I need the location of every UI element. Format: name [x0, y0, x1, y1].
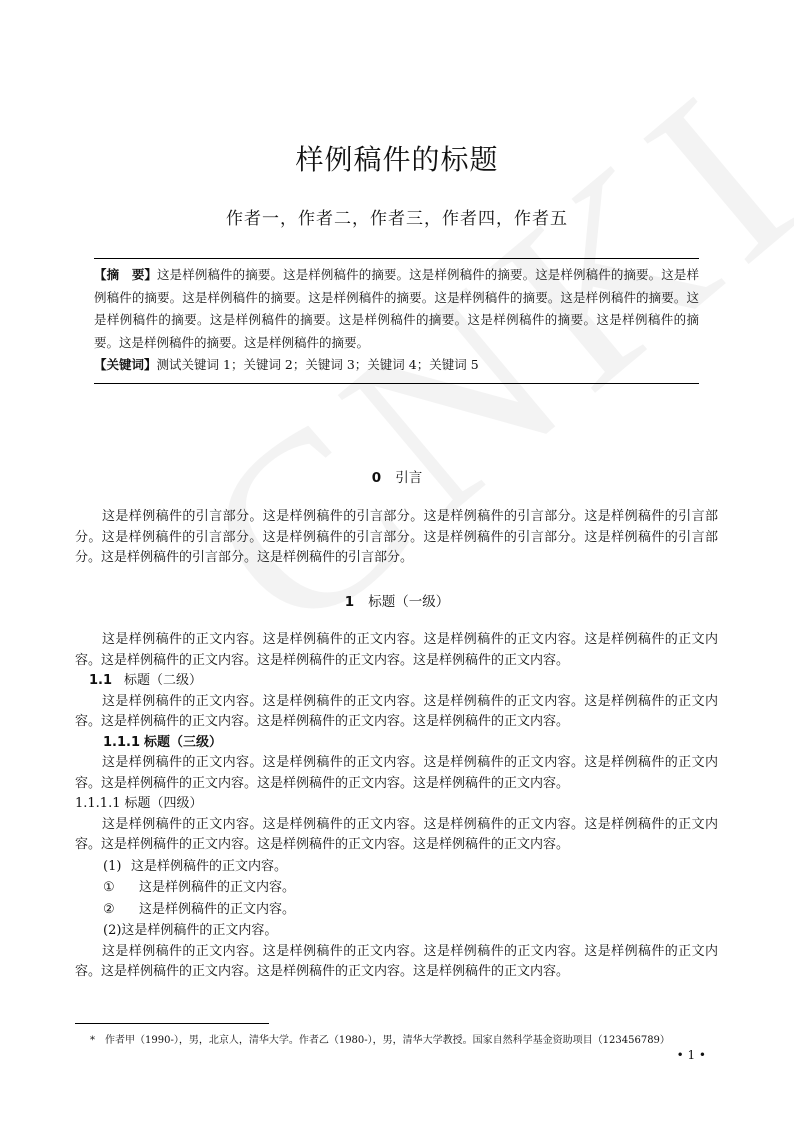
list-marker: (1) [103, 858, 122, 874]
heading-title: 标题（二级） [124, 673, 203, 688]
list-text: 这是样例稿件的正文内容。 [131, 858, 288, 874]
heading-level-3 [75, 733, 718, 754]
abstract-text: 这是样例稿件的摘要。这是样例稿件的摘要。这是样例稿件的摘要。这是样例稿件的摘要。这是样例稿件的摘要。这是样例稿件的摘要。这是样例稿件的摘要。这是样例稿件的摘要。这是样例稿件的摘要。这是样例稿件的摘要。这是样例稿件的摘要。这是样例稿件的摘要。这是样例稿件的摘要。这是样例稿件的摘要。这是样例稿件的摘要。这是样例稿件的摘要。 [94, 267, 699, 350]
page-number: • 1 • [676, 1048, 706, 1062]
list-marker: ② [103, 901, 115, 917]
keywords-text: 测试关键词 1；关键词 2；关键词 3；关键词 4；关键词 5 [156, 357, 479, 372]
heading-number: 0 [371, 470, 382, 486]
heading-number: 1.1.1.1 [75, 796, 121, 811]
body-paragraph: 这是样例稿件的正文内容。这是样例稿件的正文内容。这是样例稿件的正文内容。这是样例稿件的正文内容。这是样例稿件的正文内容。这是样例稿件的正文内容。这是样例稿件的正文内容。 [75, 816, 718, 852]
keywords-paragraph [94, 354, 699, 377]
keywords-label: 【关键词】 [94, 357, 157, 372]
list-item [75, 877, 718, 899]
heading-title: 引言 [395, 470, 423, 486]
heading-number: 1.1 [89, 673, 113, 688]
list-marker: (2) [103, 923, 122, 938]
heading-title: 标题（四级） [124, 796, 203, 811]
paper-title: 样例稿件的标题 [295, 143, 499, 176]
footnote-mark: * [90, 1035, 95, 1046]
list-text: 这是样例稿件的正文内容。 [139, 880, 296, 895]
heading-level-2 [75, 671, 718, 692]
heading-number: 1 [344, 594, 355, 610]
footnote-text: 作者甲（1990-），男，北京人，清华大学。作者乙（1980-），男，清华大学教授。国家自然科学基金资助项目（123456789） [105, 1035, 670, 1046]
list-text: 这是样例稿件的正文内容。 [139, 901, 296, 917]
list-marker: ① [103, 880, 115, 895]
abstract-box [94, 258, 699, 384]
body-paragraph: 这是样例稿件的正文内容。这是样例稿件的正文内容。这是样例稿件的正文内容。这是样例稿件的正文内容。这是样例稿件的正文内容。这是样例稿件的正文内容。这是样例稿件的正文内容。 [75, 693, 718, 729]
heading-title: 标题（三级） [144, 734, 223, 750]
heading-level-4 [75, 794, 718, 815]
list-text: 这是样例稿件的正文内容。 [121, 923, 278, 938]
list-item [75, 899, 718, 921]
footnote-rule [75, 1023, 269, 1024]
author-list: 作者一，作者二，作者三，作者四，作者五 [226, 209, 568, 229]
list-item [75, 920, 718, 942]
body-paragraph: 这是样例稿件的正文内容。这是样例稿件的正文内容。这是样例稿件的正文内容。这是样例稿件的正文内容。这是样例稿件的正文内容。这是样例稿件的正文内容。这是样例稿件的正文内容。 [75, 943, 718, 979]
abstract-label: 【摘 要】 [94, 267, 158, 282]
intro-body [75, 507, 718, 569]
heading-number: 1.1.1 [103, 734, 141, 750]
body-paragraph: 这是样例稿件的正文内容。这是样例稿件的正文内容。这是样例稿件的正文内容。这是样例稿件的正文内容。这是样例稿件的正文内容。这是样例稿件的正文内容。这是样例稿件的正文内容。 [75, 755, 718, 791]
body-paragraph: 这是样例稿件的正文内容。这是样例稿件的正文内容。这是样例稿件的正文内容。这是样例稿件的正文内容。这是样例稿件的正文内容。这是样例稿件的正文内容。这是样例稿件的正文内容。 [75, 632, 718, 668]
heading-title: 标题（一级） [368, 594, 450, 610]
heading-section-1 [0, 590, 794, 610]
abstract-paragraph [94, 264, 699, 354]
intro-paragraph: 这是样例稿件的引言部分。这是样例稿件的引言部分。这是样例稿件的引言部分。这是样例稿件的引言部分。这是样例稿件的引言部分。这是样例稿件的引言部分。这是样例稿件的引言部分。这是样例稿件的引言部分。这是样例稿件的引言部分。这是样例稿件的引言部分。 [75, 509, 718, 565]
footnote [90, 1031, 670, 1046]
main-body [75, 630, 718, 983]
list-item [75, 856, 718, 878]
heading-intro [0, 466, 794, 486]
